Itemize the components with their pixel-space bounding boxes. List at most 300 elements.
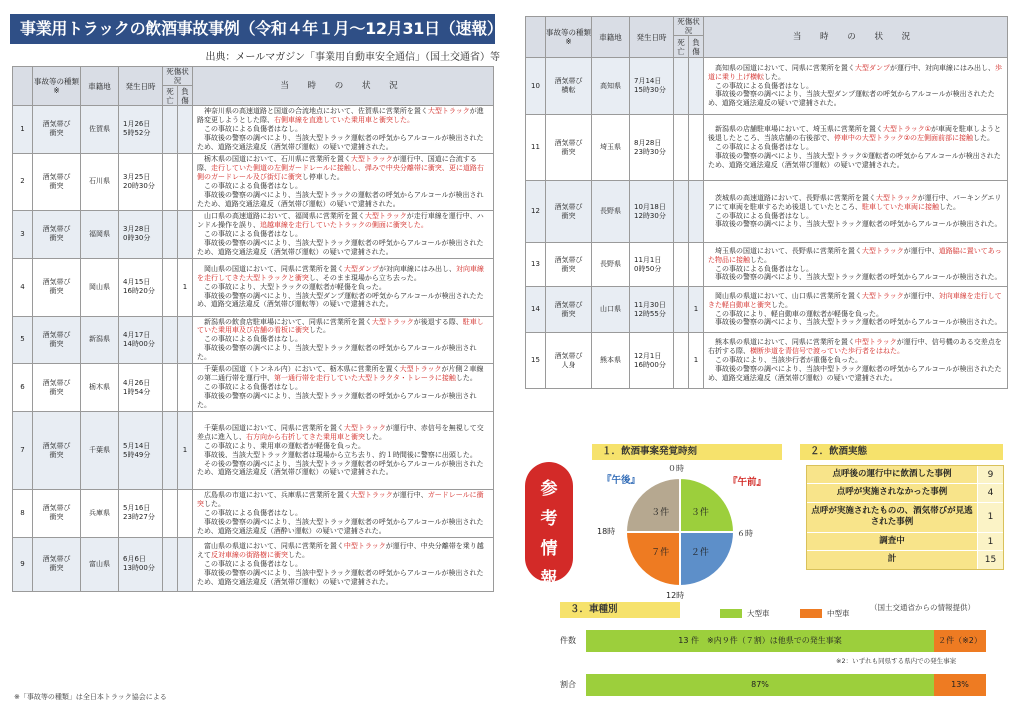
legend-large	[720, 608, 770, 619]
accident-type: 酒気帯び 横転	[546, 58, 592, 115]
description-text: この事故により、大型トラックの運転者が軽傷を負った。	[204, 282, 386, 291]
description-paragraph	[708, 143, 1003, 152]
description-paragraph	[197, 383, 489, 392]
row-number: 1	[13, 106, 33, 154]
description-text: 広島県の市道において、兵庫県に営業所を置く	[204, 491, 351, 500]
accident-description	[193, 537, 494, 591]
legend-medium-swatch	[800, 609, 822, 618]
vehicle-location: 岡山県	[81, 258, 119, 316]
status-label: 調査中	[807, 533, 977, 550]
note-2: ※2：いずれも同県する県内での発生事案	[836, 657, 957, 665]
accident-type: 酒気帯び 衝突	[33, 364, 81, 412]
description-paragraph	[197, 509, 489, 518]
vehicle-location: 熊本県	[592, 333, 630, 389]
description-text: 新潟県の飲食店駐車場において、同県に営業所を置く	[204, 317, 372, 326]
status-row	[807, 533, 1003, 551]
description-paragraph	[197, 191, 489, 209]
description-text: した。	[309, 326, 330, 335]
ratio-large-segment: 87%	[586, 674, 934, 696]
pie-slice-label: ３件	[651, 508, 670, 519]
description-text: した。	[973, 134, 995, 143]
description-paragraph	[708, 90, 1003, 108]
description-text: 岡山県の県道において、山口県に営業所を置く	[715, 291, 862, 300]
description-text: が運行中、	[392, 491, 428, 500]
description-paragraph	[708, 125, 1003, 143]
row-number: 12	[526, 181, 546, 243]
row-number: 13	[526, 243, 546, 287]
header-date: 発生日時	[119, 67, 163, 106]
injured-count	[178, 153, 193, 210]
accident-type: 酒気帯び 衝突	[33, 153, 81, 210]
description-text: 事故後の警察の調べにより、当該大型ダンプ運転者の呼気からアルコールが検出されたため、道路交通法違反（酒気帯び運転等）の疑いで逮捕された。	[197, 291, 484, 309]
header-type: 事故等の種類※	[33, 67, 81, 106]
description-paragraph	[708, 152, 1003, 170]
dead-count	[163, 153, 178, 210]
description-paragraph	[197, 442, 489, 451]
description-text: し停車した。	[301, 172, 344, 181]
section-drinking-status-title: ２．飲酒実態	[800, 444, 1003, 460]
description-paragraph	[708, 292, 1003, 310]
description-paragraph	[708, 273, 1003, 282]
ratio-row-label: 割合	[560, 680, 576, 689]
pie-slice	[626, 478, 680, 532]
accident-type: 酒気帯び 衝突	[33, 490, 81, 538]
table-row	[526, 181, 1008, 243]
pie-slice-label: ２件	[690, 547, 709, 558]
highlighted-text: 大型トラック	[875, 193, 918, 202]
occurrence-datetime: 4月26日 1時54分	[119, 364, 163, 412]
highlighted-text: 大型トラック	[861, 291, 904, 300]
occurrence-datetime: 4月15日 16時20分	[119, 258, 163, 316]
highlighted-text: 対向車線を走行してきた軽自動車と衝突	[708, 291, 1002, 309]
highlighted-text: 右方向から右折してきた乗用車と衝突	[246, 432, 365, 441]
description-text: 千葉県の国道において、同県に営業所を置く	[204, 423, 344, 432]
injured-count: 1	[178, 412, 193, 490]
pie-chart-area	[597, 460, 780, 600]
description-text: 事故後の警察の調べにより、当該大型ダンプ運転者の呼気からアルコールが検出されたため、道路交通法違反の疑いで逮捕された。	[708, 90, 995, 108]
vehicle-location: 富山県	[81, 537, 119, 591]
description-text: この事故による負傷者はなし。	[204, 508, 302, 517]
vehicle-location: 埼玉県	[592, 115, 630, 181]
table-row	[13, 106, 494, 154]
header-vehicle-loc: 車籍地	[592, 17, 630, 58]
description-paragraph	[197, 424, 489, 442]
stamp-char: 報	[540, 569, 558, 589]
table-row	[13, 153, 494, 210]
vehicle-location: 長野県	[592, 243, 630, 287]
legend-medium-label: 中型車	[827, 609, 850, 618]
status-count: 1	[977, 533, 1003, 550]
vehicle-location: 千葉県	[81, 412, 119, 490]
row-number: 14	[526, 287, 546, 333]
highlighted-text: 反対車線の街路樹に衝突	[211, 550, 288, 559]
description-text: 新潟県の店舗駐車場において、埼玉県に営業所を置く	[715, 125, 883, 134]
description-text: 事故後の警察の調べにより、当該中型トラック運転者の呼気からアルコールが検出されたため、道路交通法違反（酒気帯び運転）の疑いで逮捕された。	[708, 364, 1002, 382]
highlighted-text: 追越車線を走行していたトラックの側面に衝突した。	[260, 220, 428, 229]
description-text: 事故後の警察の調べにより、当該大型トラック運転者の呼気からアルコールが検出された。	[715, 273, 1002, 282]
description-paragraph	[708, 247, 1003, 265]
legend-large-swatch	[720, 609, 742, 618]
description-text: が後退する際、	[413, 317, 463, 326]
source-line: 出典：メールマガジン「事業用自動車安全通信」（国土交通省）等	[205, 52, 500, 63]
description-text: この事故による負傷者はなし。	[715, 211, 813, 220]
injured-count	[178, 106, 193, 154]
pie-slice	[680, 532, 734, 586]
status-source: （国土交通省からの情報提供）	[870, 603, 975, 612]
description-text: その後の警察の調べにより、当該大型トラック運転者の呼気からアルコールが検出されたため、道路交通法違反（酒気帯び運転）の疑いで逮捕された。	[197, 459, 484, 477]
highlighted-text: 中型トラック	[854, 338, 897, 347]
accident-description	[193, 412, 494, 490]
dead-count	[163, 316, 178, 364]
occurrence-datetime: 11月1日 0時50分	[630, 243, 674, 287]
description-text: 茨城県の高速道路において、長野県に営業所を置く	[715, 193, 876, 202]
accident-type: 酒気帯び 人身	[546, 333, 592, 389]
description-text: この事故による負傷者はなし。	[204, 383, 302, 392]
clock-18-label: 18時	[597, 527, 616, 536]
description-text: 事故後の警察の調べにより、当該中型トラック運転者の呼気からアルコールが検出されたため、道路交通法違反（酒気帯び運転）の疑いで逮捕された。	[197, 568, 484, 586]
stamp-char: 情	[540, 539, 558, 559]
status-count: 9	[977, 466, 1003, 483]
description-text: した。	[365, 432, 386, 441]
description-paragraph	[708, 64, 1003, 82]
occurrence-datetime: 1月26日 5時52分	[119, 106, 163, 154]
highlighted-text: 第一通行帯を走行していた大型トラクタ・トレーラに接触	[274, 374, 456, 383]
description-paragraph	[708, 220, 1003, 229]
count-medium-segment: ２件（※2）	[934, 630, 986, 652]
description-text: が走行車線を運行中、ハンドル操作を誤り、	[197, 211, 484, 229]
accident-description	[704, 333, 1008, 389]
description-text: 事故後の警察の調べにより、当該大型トラック運転者の呼気からアルコールが検出されたため、道路交通法違反（酒気帯び運転）の疑いで逮捕された。	[197, 238, 484, 256]
description-text: 事故後の警察の調べにより、当該大型トラック①運転者の呼気からアルコールが検出されたため、道路交通法違反（酒気帯び運転）の疑いで逮捕された。	[708, 151, 1001, 169]
dead-count	[163, 364, 178, 412]
injured-count: 1	[689, 333, 704, 389]
injured-count	[178, 490, 193, 538]
accident-description	[193, 490, 494, 538]
description-text: この事故により、当該歩行者が重傷を負った。	[715, 356, 862, 365]
accident-type: 酒気帯び 衝突	[33, 537, 81, 591]
row-number: 11	[526, 115, 546, 181]
status-row	[807, 466, 1003, 484]
description-paragraph	[197, 125, 489, 134]
table-row	[526, 115, 1008, 181]
description-paragraph	[708, 365, 1003, 383]
count-bar	[586, 630, 986, 652]
description-paragraph	[197, 265, 489, 283]
description-text: 事故後の警察の調べにより、当該大型トラック運転者の呼気からアルコールが検出されたため、道路交通法違反（酒酔い運転）の疑いで逮捕された。	[197, 517, 484, 535]
occurrence-datetime: 3月28日 0時30分	[119, 210, 163, 258]
description-text: が運行中、	[903, 246, 939, 255]
description-paragraph	[197, 230, 489, 239]
stamp-char: 参	[540, 479, 558, 499]
injured-count	[689, 243, 704, 287]
description-text: した。	[750, 255, 771, 264]
accident-type: 酒気帯び 衝突	[33, 106, 81, 154]
injured-count	[178, 537, 193, 591]
row-number: 9	[13, 537, 33, 591]
reference-stamp	[525, 462, 573, 589]
accident-description	[193, 153, 494, 210]
legend-large-label: 大型車	[747, 609, 770, 618]
occurrence-datetime: 6月6日 13時00分	[119, 537, 163, 591]
highlighted-text: 横断歩道を青信号で渡っていた歩行者をはねた。	[750, 347, 904, 356]
description-paragraph	[197, 318, 489, 336]
vehicle-location: 兵庫県	[81, 490, 119, 538]
dead-count	[163, 537, 178, 591]
description-text: が運行中、対向車線にはみ出し、	[889, 63, 995, 72]
dead-count	[163, 258, 178, 316]
injured-count	[178, 316, 193, 364]
count-bar-row	[560, 630, 982, 652]
table-row	[13, 537, 494, 591]
highlighted-text: 大型トラック①	[882, 125, 931, 134]
description-text: 神奈川県の高速道路と国道の合流地点において、佐賀県に営業所を置く	[204, 107, 428, 115]
highlighted-text: 大型ダンプ	[343, 264, 379, 273]
row-number: 8	[13, 490, 33, 538]
highlighted-text: 右側車線を直進していた乗用車と衝突した。	[274, 115, 414, 124]
table-row	[13, 412, 494, 490]
clock-0-label: ０時	[668, 464, 684, 473]
description-paragraph	[197, 451, 489, 460]
table-row	[526, 287, 1008, 333]
description-text: した。	[455, 374, 477, 383]
header-casualty: 死傷状況	[674, 17, 704, 36]
highlighted-text: 大型トラック	[343, 423, 386, 432]
description-text: 熊本県の県道において、同県に営業所を置く	[715, 338, 855, 347]
row-number: 2	[13, 153, 33, 210]
accident-table-left	[12, 66, 494, 592]
legend-medium	[800, 608, 850, 619]
highlighted-text: 大型ダンプ	[854, 63, 890, 72]
accident-description	[193, 316, 494, 364]
accident-type: 酒気帯び 衝突	[33, 316, 81, 364]
description-text: が運行中、中央分離帯を乗り越えて	[197, 541, 484, 559]
highlighted-text: 歩道に乗り上げ横転	[708, 63, 1002, 81]
pie-slice-label: ３件	[690, 508, 709, 519]
description-paragraph	[708, 194, 1003, 212]
vehicle-location: 佐賀県	[81, 106, 119, 154]
occurrence-datetime: 12月1日 16時00分	[630, 333, 674, 389]
description-paragraph	[197, 134, 489, 152]
highlighted-text: 大型トラック	[371, 317, 414, 326]
highlighted-text: 駐車していた乗用車及び店舗の看板に衝突	[197, 317, 484, 335]
pie-slice	[626, 532, 680, 586]
status-label: 計	[807, 551, 977, 568]
vehicle-location: 栃木県	[81, 364, 119, 412]
description-text: 事故後の警察の調べにより、当該大型トラック運転者の呼気からアルコールが検出された。	[715, 318, 1002, 327]
accident-description	[704, 287, 1008, 333]
description-text: が運行中、パーキングエリアにて車両を駐車するため後退していたところ、	[708, 193, 1002, 211]
description-paragraph	[197, 560, 489, 569]
vehicle-location: 高知県	[592, 58, 630, 115]
dead-count	[674, 287, 689, 333]
pie-slice	[680, 478, 734, 532]
header-injured: 負傷	[178, 86, 193, 106]
description-text: 岡山県の国道において、同県に営業所を置く	[204, 264, 344, 273]
description-text: が対向車線にはみ出し、	[378, 264, 456, 273]
description-text: が運行中、国道に合流する際、	[197, 154, 477, 172]
header-casualty: 死傷状況	[163, 67, 193, 86]
description-text: この事故による負傷者はなし。	[715, 143, 813, 152]
accident-description	[193, 258, 494, 316]
dead-count	[163, 412, 178, 490]
section-vehicle-type-title: ３．車種別	[560, 602, 680, 618]
description-text: 埼玉県の国道において、長野県に営業所を置く	[715, 246, 862, 255]
dead-count	[163, 210, 178, 258]
count-row-label: 件数	[560, 636, 576, 645]
description-paragraph	[197, 239, 489, 257]
dead-count	[674, 243, 689, 287]
header-injured: 負傷	[689, 36, 704, 58]
description-paragraph	[197, 542, 489, 560]
description-paragraph	[197, 569, 489, 587]
description-text: この事故による負傷者はなし。	[204, 124, 302, 133]
highlighted-text: 道路脇に置いてあった物品に接触	[708, 246, 1002, 264]
header-type: 事故等の種類※	[546, 17, 592, 58]
page-title: 事業用トラックの飲酒事故事例（令和４年１月～12月31日（速報））	[10, 14, 495, 44]
table-row	[526, 333, 1008, 389]
table-row	[526, 243, 1008, 287]
section-discovery-time-title: １．飲酒事案発覚時刻	[592, 444, 782, 460]
accident-description	[193, 106, 494, 154]
table-row	[13, 258, 494, 316]
occurrence-datetime: 7月14日 15時30分	[630, 58, 674, 115]
accident-type: 酒気帯び 衝突	[546, 115, 592, 181]
highlighted-text: 駐車していた車両に接触	[862, 202, 939, 211]
description-text: 山口県の高速道路において、福岡県に営業所を置く	[204, 211, 365, 220]
description-paragraph	[197, 292, 489, 310]
description-text: この事故により、軽自動車の運転者が軽傷を負った。	[715, 309, 883, 318]
highlighted-text: 中型トラック	[343, 541, 386, 550]
description-text: この事故による負傷者はなし。	[715, 81, 813, 90]
reference-stamp-label	[525, 474, 573, 594]
header-status: 当 時 の 状 況	[704, 17, 1008, 58]
description-text: が運行中、	[903, 291, 939, 300]
dead-count	[674, 115, 689, 181]
description-text: が片側２車線の第二通行帯を運行中、	[197, 365, 484, 383]
description-text: が運行中、赤信号を無視して交差点に進入し、	[197, 423, 484, 441]
highlighted-text: 停車中の大型トラック②の左側面前部に接触	[833, 134, 974, 143]
occurrence-datetime: 4月17日 14時00分	[119, 316, 163, 364]
highlighted-text: 大型トラック	[399, 365, 442, 374]
highlighted-text: 対向車線を走行してきた大型トラックと衝突	[197, 264, 484, 282]
vehicle-location: 新潟県	[81, 316, 119, 364]
row-number: 6	[13, 364, 33, 412]
description-text: この事故による負傷者はなし。	[204, 559, 302, 568]
pie-pm-label: 『午後』	[602, 475, 641, 486]
status-count: 1	[977, 503, 1003, 532]
description-paragraph	[197, 212, 489, 230]
description-paragraph	[708, 338, 1003, 356]
accident-type: 酒気帯び 衝突	[546, 243, 592, 287]
ratio-bar-row	[560, 674, 975, 696]
row-number: 10	[526, 58, 546, 115]
injured-count	[178, 364, 193, 412]
injured-count	[689, 181, 704, 243]
injured-count	[689, 115, 704, 181]
description-text: し、そのまま現場から立ち去った。	[308, 273, 421, 282]
row-number: 3	[13, 210, 33, 258]
description-paragraph	[197, 283, 489, 292]
injured-count: 1	[178, 258, 193, 316]
description-text: この事故による負傷者はなし。	[715, 264, 813, 273]
status-row	[807, 484, 1003, 502]
accident-rows-left	[13, 106, 494, 592]
description-text: が車両を駐車しようと後退したところ、当該店舗の右後部で、	[708, 125, 1001, 143]
header-date: 発生日時	[630, 17, 674, 58]
description-text: 高知県の国道において、同県に営業所を置く	[715, 63, 855, 72]
header-vehicle-loc: 車籍地	[81, 67, 119, 106]
table-row	[13, 316, 494, 364]
injured-count: 1	[689, 287, 704, 333]
description-text: した。	[204, 500, 225, 509]
accident-table-right	[525, 16, 1008, 389]
status-label: 点呼後の運行中に飲酒した事例	[807, 466, 977, 483]
description-text: この事故による負傷者はなし。	[204, 229, 302, 238]
highlighted-text: 大型トラック	[350, 491, 393, 500]
accident-type: 酒気帯び 衝突	[33, 412, 81, 490]
dead-count	[674, 58, 689, 115]
row-number: 4	[13, 258, 33, 316]
description-text: 千葉県の国道（トンネル内）において、栃木県に営業所を置く	[204, 365, 400, 374]
row-number: 7	[13, 412, 33, 490]
description-text: 事故後の警察の調べにより、当該大型トラック運転者の呼気からアルコールが検出された。	[197, 344, 477, 362]
accident-description	[193, 364, 494, 412]
status-label: 点呼が実施されなかった事例	[807, 484, 977, 501]
table-row	[526, 58, 1008, 115]
description-text: した。	[764, 72, 785, 81]
accident-description	[704, 243, 1008, 287]
header-no	[13, 67, 33, 106]
highlighted-text: 大型トラック	[364, 211, 407, 220]
row-number: 15	[526, 333, 546, 389]
vehicle-location: 長野県	[592, 181, 630, 243]
vehicle-location: 山口県	[592, 287, 630, 333]
description-paragraph	[197, 365, 489, 383]
accident-description	[193, 210, 494, 258]
description-paragraph	[197, 491, 489, 509]
status-count: 15	[977, 551, 1003, 568]
occurrence-datetime: 8月28日 23時30分	[630, 115, 674, 181]
highlighted-text: ガードレールに衝突	[197, 491, 484, 509]
description-paragraph	[197, 182, 489, 191]
highlighted-text: 大型トラック	[350, 154, 393, 163]
accident-description	[704, 115, 1008, 181]
table-row	[13, 364, 494, 412]
accident-type: 酒気帯び 衝突	[33, 258, 81, 316]
occurrence-datetime: 5月16日 23時27分	[119, 490, 163, 538]
description-text: した。	[288, 550, 309, 559]
vehicle-location: 福岡県	[81, 210, 119, 258]
description-text: が運行中、信号機のある交差点を右折する際、	[708, 338, 1002, 356]
description-text: この事故による負傷者はなし。	[204, 335, 302, 344]
footnote: ※「事故等の種類」は全日本トラック協会による	[14, 693, 167, 701]
accident-description	[704, 58, 1008, 115]
injured-count	[689, 58, 704, 115]
description-text: 富山県の県道において、同県に営業所を置く	[204, 541, 344, 550]
description-paragraph	[197, 392, 489, 410]
status-count: 4	[977, 484, 1003, 501]
accident-type: 酒気帯び 衝突	[33, 210, 81, 258]
clock-6-label: ６時	[737, 529, 753, 538]
accident-type: 酒気帯び 衝突	[546, 287, 592, 333]
dead-count	[163, 106, 178, 154]
dead-count	[674, 333, 689, 389]
occurrence-datetime: 11月30日 12時55分	[630, 287, 674, 333]
clock-12-label: 12時	[666, 591, 685, 600]
highlighted-text: 走行していた側道の左側ガードレールに接触し、弾みで中央分離帯に衝突、更に道路右側のガードレール及び街灯に衝突	[197, 163, 484, 181]
description-paragraph	[197, 155, 489, 182]
ratio-bar	[586, 674, 986, 696]
